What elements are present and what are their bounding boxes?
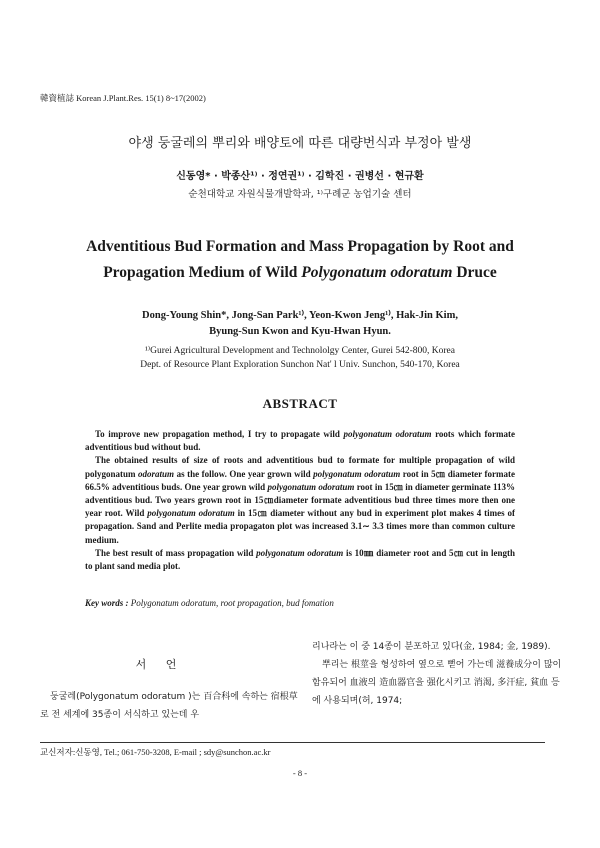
abstract-text: root in 15㎝ in diameter germinate 113% adventitious bud. Two years grown root in 15㎝diameter formate adventitious bud three times more then one year root. Wild (85, 481, 516, 519)
abstract-italic: polygonatum odoratum (267, 481, 355, 492)
abstract-paragraph-2 (85, 454, 515, 546)
abstract-paragraph-1 (85, 428, 515, 454)
affiliation-line1: ¹⁾Gurei Agricultural Development and Technololgy Center, Gurei 542-800, Korea (145, 346, 455, 356)
korean-title: 야생 둥굴레의 뿌리와 배양토에 따른 대량번식과 부정아 발생 (128, 136, 472, 151)
affiliation-line2: Dept. of Resource Plant Exploration Sunchon Nat' l Univ. Sunchon, 540-170, Korea (140, 360, 460, 370)
abstract-body (85, 428, 515, 573)
title-suffix: Druce (452, 264, 497, 281)
abstract-paragraph-3 (85, 547, 515, 573)
abstract-text: is 10㎜ diameter root and 5㎝ cut in length to plant sand media plot. (85, 547, 516, 572)
abstract-text: in 15㎝ diameter without any bud in experiment plot makes 4 times of propagation. Sand and Perlite media propagaton plot was increased 3.1∼ 3.3 times more than common culture medium. (85, 508, 515, 545)
english-title-line1: Adventitious Bud Formation and Mass Propagation by Root and (86, 238, 514, 255)
english-title (40, 234, 560, 286)
right-column-paragraph-1: 리나라는 이 중 14종이 분포하고 있다(金, 1984; 金, 1989). (312, 642, 551, 652)
right-column (312, 638, 562, 710)
abstract-text: as the follow. One year grown wild (174, 468, 314, 479)
korean-affiliation: 순천대학교 자원식물개발학과, ¹⁾구례군 농업기술 센터 (188, 189, 412, 200)
abstract-heading: ABSTRACT (262, 396, 338, 411)
journal-citation: 韓資植誌 Korean J.Plant.Res. 15(1) 8~17(2002) (40, 93, 206, 103)
title-prefix: Propagation Medium of Wild (103, 264, 302, 281)
english-authors (40, 308, 560, 340)
page-number: - 8 - (292, 768, 308, 778)
abstract-text: roots which formate adventitious bud without bud. (85, 429, 516, 453)
abstract-italic: polygonatum odoratum (343, 429, 432, 439)
abstract-italic: polygonatum odoratum (147, 508, 235, 519)
keywords-label: Key words : (85, 598, 131, 608)
abstract-text: The obtained results of size of roots and adventitious bud to formate for multiple propagation of wild polygonatum (85, 455, 515, 479)
abstract-italic: odoratum (138, 468, 175, 479)
abstract-italic: polygonatum odoratum (313, 468, 401, 479)
english-affiliation (40, 344, 560, 372)
keywords (85, 598, 525, 608)
abstract-text: root in 5㎝ diameter formate 66.5% adventitious buds. One year grown wild (85, 468, 516, 492)
left-column (40, 688, 300, 724)
english-title-line2 (40, 260, 560, 286)
introduction-heading: 서 언 (135, 658, 185, 671)
abstract-text: The best result of mass propagation wild (95, 547, 257, 558)
corresponding-author-footnote: 교신저자:신동영, Tel.; 061-750-3208, E-mail ; sdy@sunchon.ac.kr (40, 747, 271, 757)
title-species: Polygonatum odoratum (301, 264, 453, 281)
korean-authors: 신동영* · 박종산¹⁾ · 정연권¹⁾ · 김학진 · 권병선 · 현규환 (176, 171, 424, 182)
authors-line2: Byung-Sun Kwon and Kyu-Hwan Hyun. (209, 326, 391, 337)
footnote-divider (40, 742, 545, 743)
authors-line1: Dong-Young Shin*, Jong-San Park¹⁾, Yeon-Kwon Jeng¹⁾, Hak-Jin Kim, (142, 310, 458, 321)
abstract-text: To improve new propagation method, I try to propagate wild (95, 429, 344, 439)
keywords-text: Polygonatum odoratum, root propagation, bud fomation (130, 598, 334, 608)
abstract-italic: polygonatum odoratum (256, 547, 344, 558)
left-column-paragraph: 둥굴레(Polygonatum odoratum )는 百合科에 속하는 宿根草로 전 세계에 35종이 서식하고 있는데 우 (40, 692, 298, 720)
right-column-paragraph-2: 뿌리는 根莖을 형성하여 옆으로 뻗어 가는데 滋養成分이 많이 함유되어 血液의 造血器官을 强化시키고 消渴, 多汗症, 貧血 등에 사용되며(허, 1974; (312, 660, 562, 706)
